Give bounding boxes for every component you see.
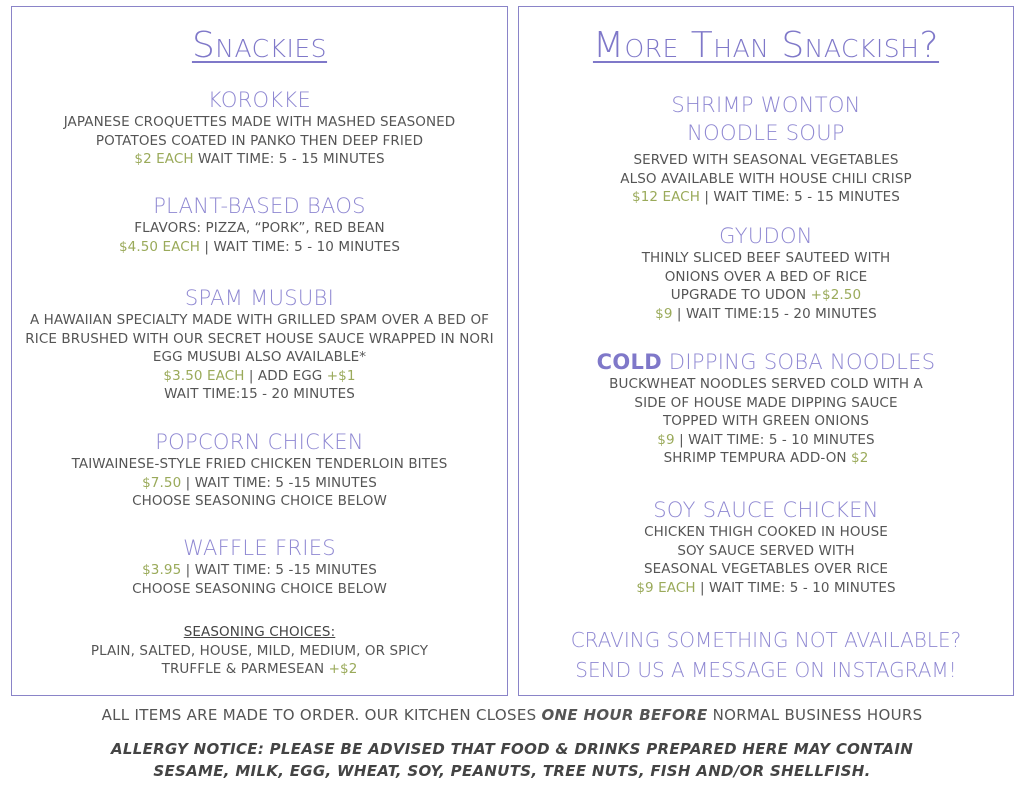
item-price-line bbox=[12, 474, 507, 493]
notice-strong: ONE HOUR BEFORE bbox=[541, 706, 708, 724]
menu-item-spam-musubi bbox=[12, 285, 507, 404]
menu-item-plant-based-baos bbox=[12, 193, 507, 256]
item-price-line bbox=[12, 561, 507, 580]
item-name: SOY SAUCE CHICKEN bbox=[653, 498, 879, 522]
item-price: $12 EACH bbox=[632, 189, 700, 205]
item-desc-line: POTATOES COATED IN PANKO THEN DEEP FRIED bbox=[95, 132, 424, 149]
wait-time: WAIT TIME:15 - 20 MINUTES bbox=[164, 386, 355, 402]
item-price-line bbox=[12, 367, 507, 386]
item-name: NOODLE SOUP bbox=[687, 121, 845, 145]
wait-time: | WAIT TIME:15 - 20 MINUTES bbox=[672, 305, 877, 322]
item-name bbox=[519, 349, 1013, 375]
item-desc-line: RICE BRUSHED WITH OUR SECRET HOUSE SAUCE WRAPPED IN NORI bbox=[25, 330, 494, 347]
upgrade-price: +$2.50 bbox=[810, 287, 862, 303]
addon-price: $2 bbox=[851, 450, 869, 466]
allergy-notice bbox=[0, 738, 1024, 782]
snackies-panel bbox=[11, 6, 508, 696]
item-price-line bbox=[519, 188, 1013, 207]
item-price-line bbox=[12, 238, 507, 257]
menu-item-waffle-fries bbox=[12, 535, 507, 598]
seasoning-options: PLAIN, SALTED, HOUSE, MILD, MEDIUM, OR SPICY bbox=[90, 642, 429, 659]
wait-time: | WAIT TIME: 5 -15 MINUTES bbox=[181, 474, 377, 491]
wait-time: | WAIT TIME: 5 - 15 MINUTES bbox=[699, 189, 900, 205]
item-price-line bbox=[519, 579, 1013, 598]
item-name: POPCORN CHICKEN bbox=[155, 430, 364, 454]
truffle-price: +$2 bbox=[328, 661, 358, 677]
item-name: SPAM MUSUBI bbox=[184, 286, 335, 310]
notice-post: NORMAL BUSINESS HOURS bbox=[707, 706, 923, 724]
item-name: PLANT-BASED BAOS bbox=[153, 194, 366, 218]
menu-item-gyudon bbox=[519, 223, 1013, 323]
item-price: $9 bbox=[655, 305, 673, 322]
wait-time: WAIT TIME: 5 - 15 MINUTES bbox=[193, 151, 385, 167]
item-desc-line: TAIWAINESE-STYLE FRIED CHICKEN TENDERLOIN BITES bbox=[71, 456, 448, 472]
craving-line: CRAVING SOMETHING NOT AVAILABLE? bbox=[570, 628, 962, 652]
item-desc-line: JAPANESE CROQUETTES MADE WITH MASHED SEASONED bbox=[63, 114, 456, 130]
item-desc-line: SOY SAUCE SERVED WITH bbox=[677, 542, 855, 559]
item-price: $3.95 bbox=[142, 562, 182, 578]
item-desc-line: A HAWAIIAN SPECIALTY MADE WITH GRILLED SPAM OVER A BED OF bbox=[29, 312, 490, 328]
allergy-line: SESAME, MILK, EGG, WHEAT, SOY, PEANUTS, TREE NUTS, FISH AND/OR SHELLFISH. bbox=[153, 762, 871, 780]
item-desc-line: FLAVORS: PIZZA, “PORK”, RED BEAN bbox=[134, 220, 385, 236]
item-name: KOROKKE bbox=[207, 88, 312, 112]
upgrade-label: UPGRADE TO UDON bbox=[670, 287, 811, 303]
truffle-label: TRUFFLE & PARMESEAN bbox=[161, 661, 329, 677]
more-than-snackish-panel bbox=[518, 6, 1014, 696]
menu-item-cold-soba bbox=[519, 349, 1013, 468]
item-price-line bbox=[519, 305, 1013, 324]
item-price: $9 bbox=[657, 431, 675, 448]
seasoning-note: CHOOSE SEASONING CHOICE BELOW bbox=[132, 580, 387, 597]
item-name-rest: DIPPING SOBA NOODLES bbox=[661, 350, 936, 374]
item-desc-line: ALSO AVAILABLE WITH HOUSE CHILI CRISP bbox=[620, 170, 912, 187]
item-price: $7.50 bbox=[142, 474, 182, 491]
seasoning-heading: SEASONING CHOICES: bbox=[183, 624, 336, 640]
wait-time: | WAIT TIME: 5 - 10 MINUTES bbox=[674, 431, 875, 448]
menu-item-korokke bbox=[12, 87, 507, 169]
upgrade-line bbox=[519, 286, 1013, 305]
item-name: SHRIMP WONTON bbox=[671, 93, 861, 117]
item-desc-line: CHICKEN THIGH COOKED IN HOUSE bbox=[644, 524, 888, 540]
wait-time: | WAIT TIME: 5 -15 MINUTES bbox=[181, 562, 377, 578]
instagram-callout bbox=[519, 625, 1013, 685]
menu-item-shrimp-wonton-soup bbox=[519, 91, 1013, 207]
item-desc-line: SERVED WITH SEASONAL VEGETABLES bbox=[633, 152, 899, 168]
item-desc-line: BUCKWHEAT NOODLES SERVED COLD WITH A bbox=[609, 376, 923, 392]
notice-pre: ALL ITEMS ARE MADE TO ORDER. OUR KITCHEN CLOSES bbox=[101, 706, 542, 724]
addon-line bbox=[519, 449, 1013, 468]
wait-time: | WAIT TIME: 5 - 10 MINUTES bbox=[695, 579, 896, 596]
seasoning-choices bbox=[12, 623, 507, 679]
add-egg-label: | ADD EGG bbox=[244, 367, 327, 384]
seasoning-premium bbox=[12, 660, 507, 679]
item-price-line bbox=[519, 431, 1013, 450]
snackies-title: Snackies bbox=[191, 25, 328, 66]
cold-label: COLD bbox=[596, 350, 662, 374]
seasoning-note: CHOOSE SEASONING CHOICE BELOW bbox=[132, 493, 387, 509]
item-price: $9 EACH bbox=[636, 579, 696, 596]
item-desc-line: SIDE OF HOUSE MADE DIPPING SAUCE bbox=[634, 394, 898, 411]
item-name: WAFFLE FRIES bbox=[183, 536, 336, 560]
kitchen-hours-notice bbox=[0, 706, 1024, 724]
item-name: GYUDON bbox=[719, 224, 813, 248]
item-desc-line: SEASONAL VEGETABLES OVER RICE bbox=[643, 561, 889, 577]
add-egg-price: +$1 bbox=[326, 367, 356, 384]
addon-label: SHRIMP TEMPURA ADD-ON bbox=[663, 450, 852, 466]
more-than-snackish-title: More Than Snackish? bbox=[592, 25, 940, 66]
menu-item-soy-sauce-chicken bbox=[519, 497, 1013, 597]
menu-item-popcorn-chicken bbox=[12, 429, 507, 511]
item-price: $3.50 EACH bbox=[163, 367, 245, 384]
allergy-line: ALLERGY NOTICE: PLEASE BE ADVISED THAT FOOD & DRINKS PREPARED HERE MAY CONTAIN bbox=[110, 740, 914, 758]
item-desc-line: EGG MUSUBI ALSO AVAILABLE* bbox=[152, 349, 367, 365]
item-price: $4.50 EACH bbox=[118, 238, 201, 255]
item-desc-line: ONIONS OVER A BED OF RICE bbox=[664, 268, 868, 285]
item-price: $2 EACH bbox=[134, 151, 194, 167]
item-desc-line: THINLY SLICED BEEF SAUTEED WITH bbox=[641, 250, 891, 266]
item-desc-line: TOPPED WITH GREEN ONIONS bbox=[662, 413, 870, 429]
instagram-line: SEND US A MESSAGE ON INSTAGRAM! bbox=[575, 658, 957, 682]
item-price-line bbox=[12, 150, 507, 169]
wait-time: | WAIT TIME: 5 - 10 MINUTES bbox=[200, 238, 401, 255]
